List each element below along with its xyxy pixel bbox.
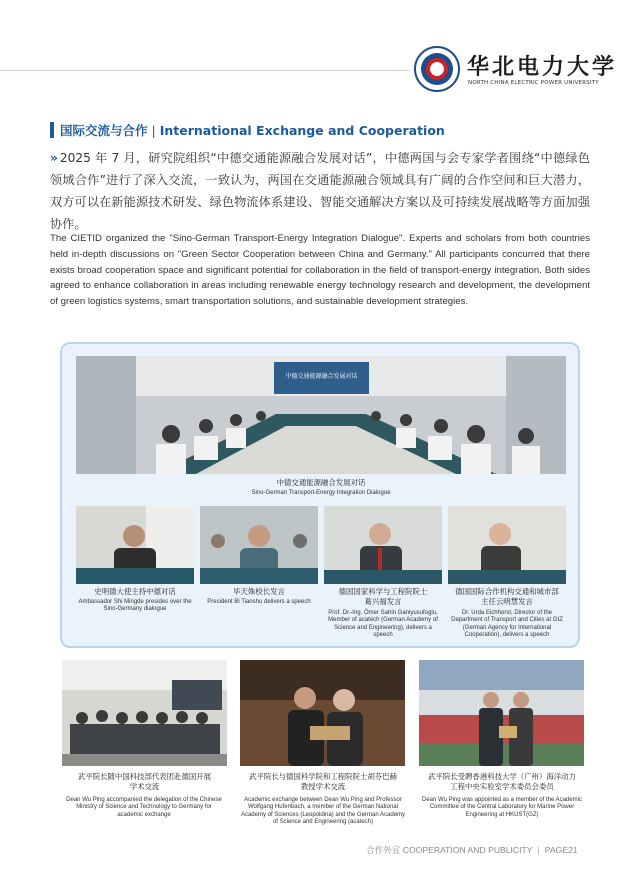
- footer-separator: |: [537, 845, 540, 855]
- photo-ambassador: [76, 506, 194, 584]
- header-rule: [0, 70, 410, 71]
- page-footer: [366, 844, 578, 856]
- caption-giz-cn: 德国国际合作机构交通和城市部 主任云明慧发言: [455, 587, 559, 606]
- caption-delegation-cn: 武平院长随中国科技部代表团赴德国开展 学术交流: [77, 772, 212, 791]
- page-number: PAGE21: [544, 845, 578, 855]
- photo-giz-director-image: [448, 506, 566, 584]
- caption-president-cn: 毕天姝校长发言: [233, 587, 285, 596]
- university-name-cn: 华北电力大学: [467, 54, 618, 80]
- caption-giz-en: Dr. Urda Eichhorst, Director of the Department of Transport and Cities at GIZ (German Agency for International Cooperation), delivers a speech: [451, 610, 563, 639]
- title-separator: |: [151, 123, 156, 138]
- photo-president: [200, 506, 318, 584]
- photo-hufenbach-exchange-image: [240, 660, 405, 766]
- caption-acatech-en: Prof. Dr.-Ing. Ömer Sahin Ganiyusufoglu, Member of acatech (German Academy of Science and Engineering), delivers a speech: [328, 610, 438, 639]
- caption-ambassador-cn: 史明德大使主持中德对话: [94, 587, 176, 596]
- photo-germany-delegation-image: [62, 660, 227, 766]
- photo-ambassador-image: [76, 506, 194, 584]
- section-title: [60, 121, 445, 139]
- photo-president-image: [200, 506, 318, 584]
- caption-ambassador-en: Ambassador Shi Mingde presides over the Sino-Germany dialogue: [78, 599, 192, 613]
- section-marker: [50, 122, 54, 138]
- double-chevron-icon: »: [50, 151, 58, 165]
- caption-hkust-en: Dean Wu Ping was appointed as a member of the Academic Committee of the Central Laboratory for Marine Power Engineering at HKUST(GZ): [422, 797, 582, 818]
- ncepu-logo-icon: [414, 46, 460, 92]
- caption-president-en: President Bi Tianshu delivers a speech: [207, 599, 311, 605]
- photo-giz-director: [448, 506, 566, 584]
- caption-delegation-en: Dean Wu Ping accompanied the delegation of the Chinese Ministry of Science and Technology to Germany for academic exchange: [66, 797, 222, 818]
- body-text-cn-content: 2025 年 7 月，研究院组织“中德交通能源融合发展对话”，中德两国与会专家学者围绕“中德绿色领域合作”进行了深入交流，一致认为，两国在交通能源融合领域具有广阔的合作空间和巨大潜力，双方可以在新能源技术研发、绿色物流体系建设、智能交通解决方案以及可持续发展战略等方面加强协作。: [50, 151, 590, 231]
- section-title-en: International Exchange and Cooperation: [159, 123, 445, 138]
- photo-hkust-appointment: [419, 660, 584, 766]
- photo-acatech-member-image: [324, 506, 442, 584]
- photo-hufenbach-exchange: [240, 660, 405, 766]
- caption-hufenbach-cn: 武平院长与德国科学院和工程院院士胡芬巴赫 教授学术交流: [249, 772, 397, 791]
- logo-emblem: [421, 53, 453, 85]
- section-title-cn: 国际交流与合作: [60, 123, 148, 138]
- body-text-en: The CIETID organized the "Sino-German Transport-Energy Integration Dialogue". Experts and scholars from both countries held in-depth discussions on "Green Sector Cooperation between China and Germany." All participants concurred that there exists broad cooperation space and significant potential for collaboration in the field of transport-energy integration. Both sides agreed to enhance collaboration in areas including renewable energy technology research and development, the development of green logistics systems, smart transportation solutions, and sustainable development strategies.: [50, 233, 590, 308]
- main-photo-image: [76, 356, 566, 474]
- university-name-en: NORTH CHINA ELECTRIC POWER UNIVERSITY: [468, 80, 599, 86]
- photo-hkust-appointment-image: [419, 660, 584, 766]
- main-caption-cn: 中德交通能源融合发展对话: [276, 478, 366, 487]
- caption-hkust-cn: 武平院长受聘香港科技大学（广州）海洋动力 工程中央实验室学术委员会委员: [428, 772, 576, 791]
- main-photo: [76, 356, 566, 474]
- photo-acatech-member: [324, 506, 442, 584]
- body-text-cn: [50, 147, 590, 235]
- footer-section-cn: 合作外宣: [366, 845, 401, 855]
- screen-text: 中德交通能源融合发展对话: [285, 373, 358, 380]
- footer-section-en: COOPERATION AND PUBLICITY: [402, 845, 533, 855]
- caption-hufenbach-en: Academic exchange between Dean Wu Ping and Professor Wolfgang Hufenbach, a member of the German National Academy of Sciences (Leopoldina) and the German Academy of Science and Engineering (acatech): [240, 797, 406, 826]
- photo-germany-delegation: [62, 660, 227, 766]
- photo-frame: [60, 342, 580, 648]
- main-caption-en: Sino-German Transport-Energy Integration Dialogue: [251, 490, 391, 496]
- caption-acatech-cn: 德国国家科学与工程院院士 葛兴福发言: [338, 587, 428, 606]
